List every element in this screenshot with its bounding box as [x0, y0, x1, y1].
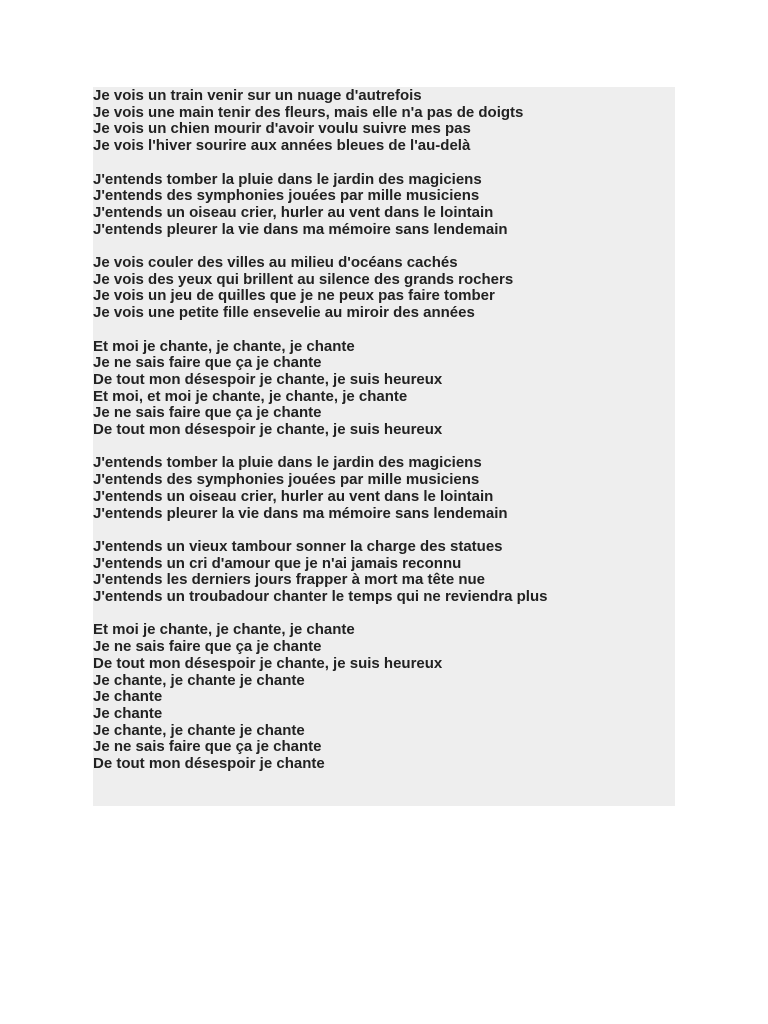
lyric-line: Je chante, je chante je chante: [93, 671, 305, 689]
stanza-3: [93, 255, 675, 322]
stanza-4: [93, 455, 675, 522]
lyric-line: De tout mon désespoir je chante: [93, 755, 325, 773]
chorus-final: [93, 622, 675, 772]
lyric-line: Je chante: [93, 704, 163, 722]
lyric-line: Je ne sais faire que ça je chante: [93, 638, 322, 656]
lyric-line: J'entends tomber la pluie dans le jardin des magiciens: [93, 170, 482, 188]
lyric-line: Je vois un jeu de quilles que je ne peux pas faire tomber: [93, 287, 495, 305]
lyric-line: Je vois un train venir sur un nuage d'autrefois: [93, 87, 422, 104]
lyric-line: Je vois une main tenir des fleurs, mais elle n'a pas de doigts: [93, 103, 524, 121]
chorus-1: [93, 339, 675, 439]
lyric-line: Je vois un chien mourir d'avoir voulu suivre mes pas: [93, 120, 471, 138]
lyric-line: J'entends tomber la pluie dans le jardin des magiciens: [93, 454, 482, 472]
lyric-line: De tout mon désespoir je chante, je suis heureux: [93, 654, 443, 672]
lyric-line: De tout mon désespoir je chante, je suis heureux: [93, 370, 443, 388]
lyric-line: Et moi je chante, je chante, je chante: [93, 337, 355, 355]
lyric-line: J'entends des symphonies jouées par mille musiciens: [93, 187, 480, 205]
lyric-line: J'entends un oiseau crier, hurler au vent dans le lointain: [93, 203, 494, 221]
lyric-line: Je vois une petite fille ensevelie au miroir des années: [93, 304, 475, 322]
lyric-line: Et moi je chante, je chante, je chante: [93, 621, 355, 639]
stanza-2: [93, 172, 675, 239]
lyric-line: J'entends pleurer la vie dans ma mémoire sans lendemain: [93, 220, 508, 238]
lyric-line: Je vois des yeux qui brillent au silence des grands rochers: [93, 270, 514, 288]
lyrics-text-block: [93, 87, 675, 806]
stanza-5: [93, 539, 675, 606]
lyric-line: J'entends un vieux tambour sonner la charge des statues: [93, 537, 503, 555]
lyric-line: Je ne sais faire que ça je chante: [93, 404, 322, 422]
lyric-line: J'entends un troubadour chanter le temps qui ne reviendra plus: [93, 588, 548, 606]
lyric-line: De tout mon désespoir je chante, je suis heureux: [93, 421, 443, 439]
lyric-line: Je chante, je chante je chante: [93, 721, 305, 739]
lyric-line: J'entends un cri d'amour que je n'ai jamais reconnu: [93, 554, 462, 572]
stanza-1: [93, 88, 675, 155]
lyric-line: J'entends pleurer la vie dans ma mémoire sans lendemain: [93, 504, 508, 522]
lyric-line: Je vois l'hiver sourire aux années bleues de l'au-delà: [93, 137, 471, 155]
lyric-line: Je chante: [93, 688, 163, 706]
lyric-line: J'entends un oiseau crier, hurler au vent dans le lointain: [93, 487, 494, 505]
lyric-line: Je vois couler des villes au milieu d'océans cachés: [93, 254, 458, 271]
lyric-line: Je ne sais faire que ça je chante: [93, 354, 322, 372]
lyric-line: J'entends des symphonies jouées par mille musiciens: [93, 471, 480, 489]
lyric-line: Et moi, et moi je chante, je chante, je chante: [93, 387, 408, 405]
lyric-line: J'entends les derniers jours frapper à mort ma tête nue: [93, 571, 486, 589]
lyric-line: Je ne sais faire que ça je chante: [93, 738, 322, 756]
